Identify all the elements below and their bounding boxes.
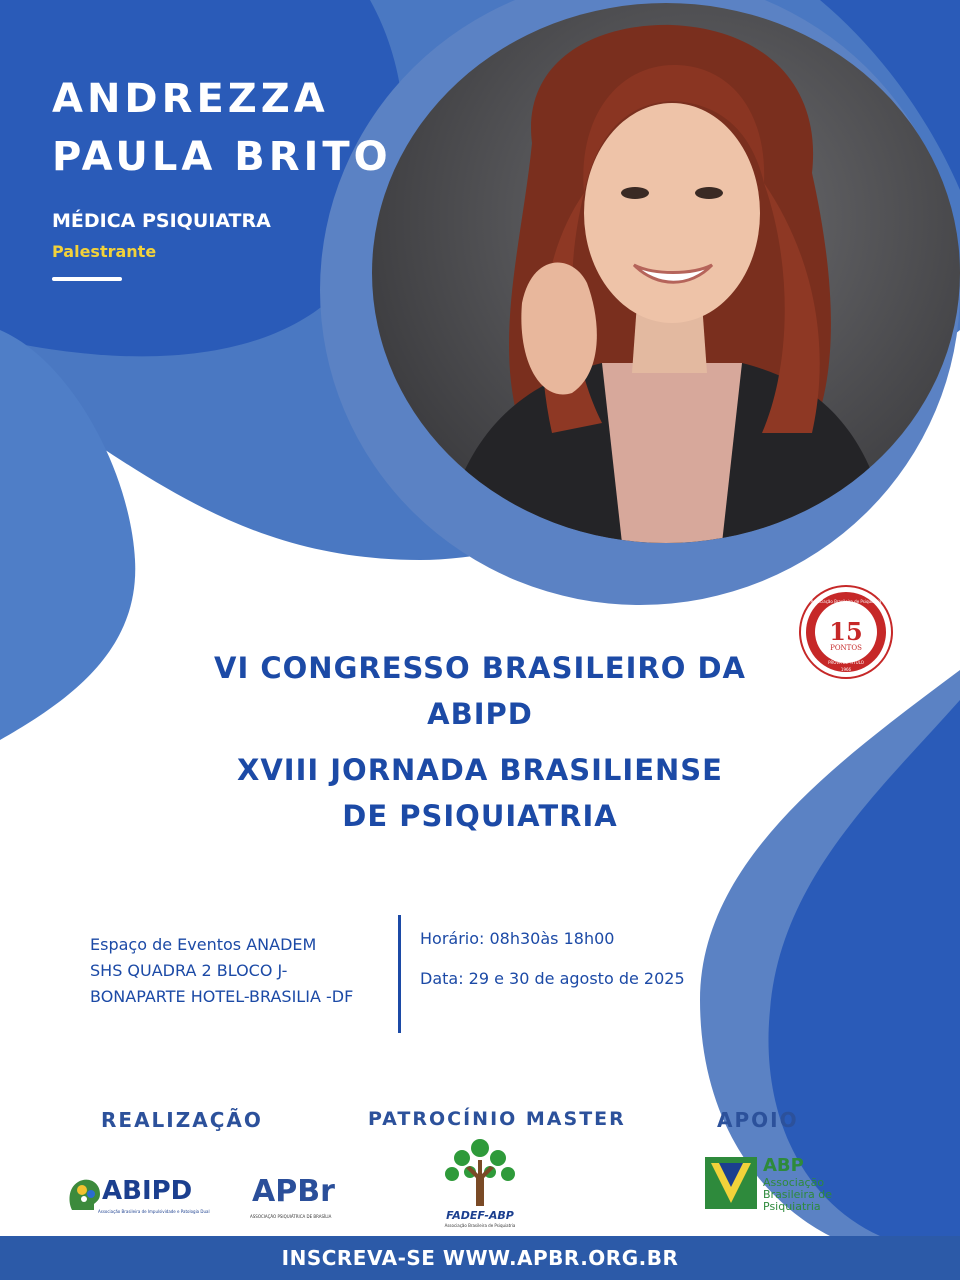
abipd-subtitle: Associação Brasileira de Impulsividade e Patologia Dual xyxy=(98,1209,210,1214)
abp-line-1: Associação xyxy=(763,1176,825,1189)
info-divider xyxy=(398,915,401,1033)
event-title-2-line-1: XVIII JORNADA BRASILIENSE xyxy=(237,753,723,787)
apbr-logo xyxy=(250,1170,345,1222)
fadef-logo xyxy=(440,1138,520,1230)
section-apoio: APOIO xyxy=(717,1108,799,1132)
abp-line-3: Psiquiatria xyxy=(763,1200,821,1213)
abp-flag-icon xyxy=(705,1157,757,1209)
abipd-wordmark: ABIPD xyxy=(102,1176,193,1206)
speaker-name-line-2: PAULA BRITO xyxy=(52,134,392,180)
venue-info xyxy=(90,932,390,1010)
tree-icon xyxy=(440,1138,520,1208)
seal-year: 1966 xyxy=(840,667,852,672)
seal-number: 15 xyxy=(829,617,863,646)
venue-line-2: SHS QUADRA 2 BLOCO J- xyxy=(90,961,288,980)
event-title-1-line-1: VI CONGRESSO BRASILEIRO DA xyxy=(214,651,746,685)
event-title-1-line-2: ABIPD xyxy=(427,697,533,731)
fadef-wordmark: FADEF-ABP xyxy=(446,1209,514,1222)
event-titles xyxy=(150,645,810,839)
abp-code: ABP xyxy=(763,1155,804,1176)
abipd-head-icon xyxy=(64,1174,104,1214)
name-divider xyxy=(52,277,122,281)
speaker-role: Palestrante xyxy=(52,242,157,261)
schedule-info xyxy=(420,929,750,988)
abipd-logo xyxy=(64,1170,212,1220)
footer-bar xyxy=(0,1236,960,1280)
apbr-subtitle: ASSOCIAÇÃO PSIQUIÁTRICA DE BRASÍLIA xyxy=(250,1214,332,1219)
venue-line-1: Espaço de Eventos ANADEM xyxy=(90,935,317,954)
seal-sub-text: PROVA DE TÍTULO xyxy=(828,660,864,665)
seal-ring-text: Associação Brasileira de Psiquiatria xyxy=(810,599,882,604)
section-patrocinio: PATROCÍNIO MASTER xyxy=(368,1108,626,1130)
speaker-name-line-1: ANDREZZA xyxy=(52,76,329,122)
abp-line-2: Brasileira de xyxy=(763,1188,832,1201)
venue-line-3: BONAPARTE HOTEL-BRASILIA -DF xyxy=(90,987,354,1006)
fadef-subtitle: Associação Brasileira de Psiquiatria xyxy=(444,1223,516,1228)
register-link[interactable]: INSCREVA-SE WWW.APBR.ORG.BR xyxy=(281,1246,679,1270)
portrait-illustration xyxy=(372,3,960,543)
section-realizacao: REALIZAÇÃO xyxy=(101,1108,263,1132)
apbr-wordmark: APBr xyxy=(252,1174,335,1209)
event-title-2-line-2: DE PSIQUIATRIA xyxy=(342,799,618,833)
seal-label: PONTOS xyxy=(830,644,862,652)
schedule-time: Horário: 08h30às 18h00 xyxy=(420,929,615,948)
pontos-seal xyxy=(799,585,893,679)
speaker-photo xyxy=(372,3,960,543)
abp-logo xyxy=(705,1155,830,1213)
speaker-profession: MÉDICA PSIQUIATRA xyxy=(52,210,271,232)
schedule-date: Data: 29 e 30 de agosto de 2025 xyxy=(420,969,685,988)
